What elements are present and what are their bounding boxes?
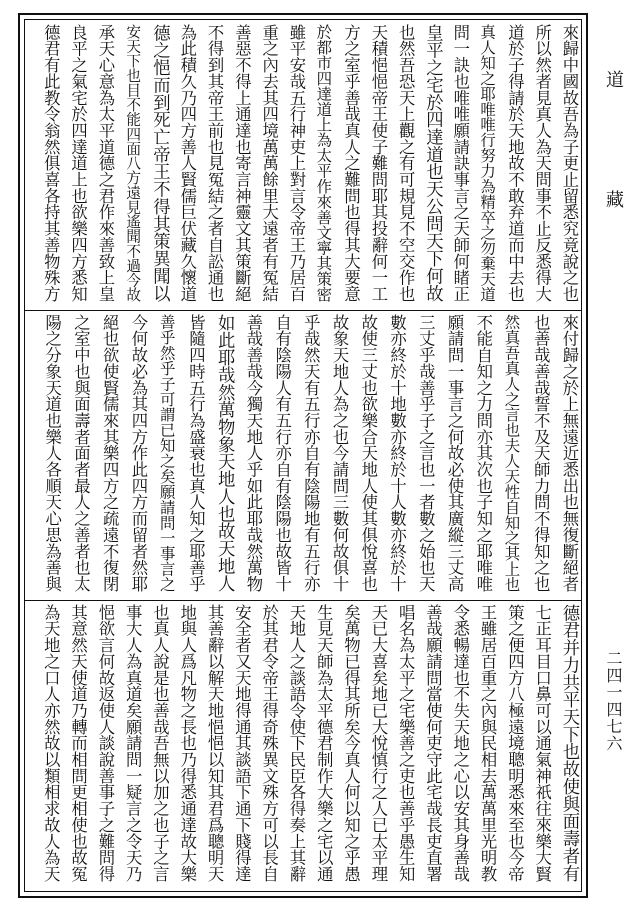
text-column: 三丈乎哉善乎子之言也一者數之始也天	[416, 314, 436, 592]
text-column: 於其君令帝王得奇殊異文殊方可以長自	[259, 604, 279, 882]
text-column: 雖平安哉五行神吏上對言令帝王乃居百	[286, 24, 306, 302]
text-column: 天地人之談語令使下民臣各得奏上其辭	[286, 604, 306, 882]
text-column: 天積悒悒帝王使子難問耶其投辭何一工	[368, 24, 388, 302]
text-column: 德君有此教令翁然俱喜各持其善物殊方	[41, 24, 61, 302]
text-column: 悒欲言何故返使人談說善事子之難問得	[95, 604, 115, 882]
text-column: 真人知之耶唯唯行努力為精卒之勿棄天道	[478, 24, 497, 302]
text-column: 皆隨四時五行為盛衰也真人知之耶善乎	[186, 314, 206, 592]
text-column: 道於子得請於天地故不敢弃道而中去也	[505, 24, 525, 302]
text-column: 願請問一事言之何故必使其廣縱三丈高	[445, 314, 465, 592]
text-column: 良平之氣宅於四達道上也欲樂四方悉知	[68, 24, 88, 302]
text-column: 王雖居百重之內與民相去萬萬里光明教	[478, 604, 498, 882]
text-column: 安全者又天地得通其談語下通下賤得達	[232, 604, 252, 882]
text-column: 問一訣也唯唯願請訣事言之天師何睹正	[450, 24, 470, 302]
text-column: 之室中也與面壽者面者最人之善者也太	[71, 314, 91, 592]
text-column: 數亦終於十地數亦終於十人數亦終於十	[387, 314, 407, 592]
text-column: 故象天地人為之也今請問三數何故俱十	[330, 314, 350, 592]
text-column: 來付歸之於上無遠近悉出也無復斷絕者	[559, 314, 579, 592]
text-column: 天已大喜矣地已大悅慎行之人已太平理	[368, 604, 388, 882]
side-page-number: 二四一四七六	[604, 650, 623, 752]
text-column: 所以然者見真人為天問事不止反悉得大	[532, 24, 552, 302]
text-column: 德之悒而到死亡帝王不得其策異聞以	[149, 24, 170, 302]
text-column: 也然吾恐天上觀之有可規見不空交作也	[396, 24, 416, 302]
text-column: 地與人爲凡物之長也乃得悉通達故大樂	[177, 604, 197, 882]
text-column: 乎哉然天有五行亦自有陰陽地有五行亦	[301, 314, 321, 592]
text-column: 策之便四方八極遠境聰明悉來至也今帝	[505, 604, 525, 882]
side-title: 道 藏	[603, 70, 624, 250]
text-column: 其意然天使道乃轉而相問更相使也故冤	[68, 604, 88, 882]
text-column: 今何故必為其四方作此四方而留者然耶	[128, 314, 148, 592]
text-column: 事大人為真道矣願請問一疑言之令天乃	[123, 604, 143, 882]
text-column: 陽之分象天道也樂人各順天心思為善與	[42, 314, 62, 592]
text-column: 重之內去其四境萬萬餘里大遠者有冤結	[259, 24, 279, 302]
register-divider-top	[25, 310, 581, 311]
text-column: 來歸中國故吾為子更止留悉究竟說之也	[559, 24, 579, 302]
text-column: 如此耶哉然萬物象天地人也故天地人	[214, 314, 235, 592]
text-column: 令悉暢達也不失天地之心以安其身善哉	[450, 604, 470, 882]
text-column: 生見天師為太平德君制作大樂之宅以通	[314, 604, 334, 882]
text-column: 德君并力共平天下也故使與面壽者有	[558, 604, 579, 882]
text-column: 自有陰陽人有五行亦自有陰陽也故皆十	[272, 314, 292, 592]
text-column: 為此積久乃四方善人賢儒巨伏藏久懷道	[177, 24, 197, 302]
text-column: 方之室乎善哉真人之難問也得其大要意	[341, 24, 361, 302]
text-column: 也真人說是也善哉吾無以加之也子之言	[150, 604, 170, 882]
text-column: 絕也欲使賢儒來其樂四方之疏遠不復閉	[100, 314, 120, 592]
text-column: 安天下也目不能四面八方遠見遙聞不過今故	[124, 24, 142, 302]
register-divider-bottom	[25, 600, 581, 601]
text-column: 善惡不得上通達也寄言神靈文其策斷絕	[232, 24, 252, 302]
text-column: 不得到其帝王前也見冤結之者自訟通也	[205, 24, 225, 302]
text-column: 矣萬物已得其所矣今真人何以知之乎愚	[341, 604, 361, 882]
text-column: 唱名為太平之宅樂善之吏也善乎愚生知	[396, 604, 416, 882]
text-column: 為天地之口人亦然故以類相求故人為天	[41, 604, 61, 882]
text-column: 皇平之宅於四達道也天公問天下何故	[422, 24, 443, 302]
text-column: 承天心意為太平道德之君作來善致上皇	[95, 24, 115, 302]
text-column: 七正耳目口鼻可以通氣神祇往來樂大賢	[532, 604, 552, 882]
text-column: 於都市四達道上為太平作來善文寧其策密	[314, 24, 333, 302]
text-column: 其善辭以解天地悒悒以知其君爲聰明天	[205, 604, 225, 882]
text-column: 善哉善哉今獨天地人乎如此耶哉然萬物	[243, 314, 263, 592]
text-column: 也善哉善哉誓不及天師力問不得知之也	[531, 314, 551, 592]
text-column: 然真吾真人之言也夫人天性自知之其上也	[502, 314, 521, 592]
text-column: 善哉願請問當使何吏守此宅哉長吏直署	[423, 604, 443, 882]
text-column: 善乎然乎子可謂已知之矣願請問一事言之	[157, 314, 176, 592]
text-column: 不能自知之力問亦其次也子知之耶唯唯	[473, 314, 493, 592]
text-column: 故使三丈也欲樂合天地人使其俱悅喜也	[358, 314, 378, 592]
